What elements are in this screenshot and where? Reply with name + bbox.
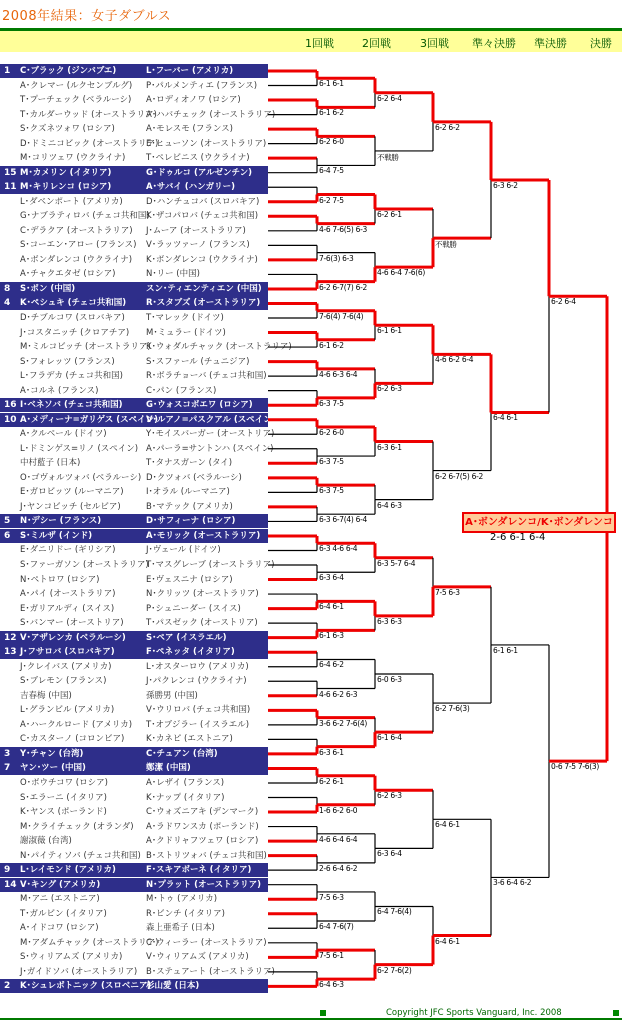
player-2: K･カネピ (エストニア) <box>146 734 233 745</box>
match-score: 7-6(4) 7-6(4) <box>319 311 364 321</box>
player-1: 吉春梅 (中国) <box>20 690 72 701</box>
match-score: 4-6 6-2 6-4 <box>435 355 474 365</box>
player-2: K･ウォダルチャック (オーストラリア) <box>146 342 292 353</box>
player-1: M･アニ (エストニア) <box>20 894 100 905</box>
player-1: S･フォレッツ (フランス) <box>20 356 115 367</box>
player-2: C･チュアン (台湾) <box>146 748 218 759</box>
player-2: C･ウォズニアキ (デンマーク) <box>146 807 259 818</box>
page-title: 2008年結果：女子ダブルス <box>2 9 172 24</box>
match-score: 7-6(3) 6-3 <box>319 253 354 263</box>
player-1: 中村藍子 (日本) <box>20 458 81 469</box>
footer-rule <box>0 1018 622 1020</box>
player-2: S･ペア (イスラエル) <box>146 632 227 643</box>
player-1: N･ペトロワ (ロシア) <box>20 574 100 585</box>
seed-number: 10 <box>4 414 17 425</box>
match-score: 6-1 6-4 <box>377 733 402 743</box>
player-2: 杉山愛 (日本) <box>146 981 200 992</box>
player-2: T･オブジラー (イスラエル) <box>146 719 250 730</box>
match-score: 4-6 6-4 7-6(6) <box>377 268 425 278</box>
match-score: 6-2 7-5 <box>319 195 344 205</box>
match-score: 6-4 7-6(7) <box>319 922 354 931</box>
player-1: A･ボンダレンコ (ウクライナ) <box>20 254 133 265</box>
round-label: 3回戦 <box>420 37 449 50</box>
player-1: J･ヤンコビッチ (セルビア) <box>20 501 121 512</box>
match-score: 6-4 6-1 <box>493 413 518 423</box>
player-1: N･デシー (フランス) <box>20 516 102 527</box>
player-1: A･パイ (オーストラリア) <box>20 589 116 600</box>
player-1: M･クライチェック (オランダ) <box>20 821 134 832</box>
player-1: M･アダムチャック (オーストラリア) <box>20 937 159 948</box>
player-2: A･モレスモ (フランス) <box>146 124 233 135</box>
player-1: V･キング (アメリカ) <box>20 879 101 890</box>
player-2: M･トゥ (アメリカ) <box>146 894 218 905</box>
player-2: K･ボンダレンコ (ウクライナ) <box>146 254 258 265</box>
player-1: E･ガロビッツ (ルーマニア) <box>20 487 124 498</box>
player-1: Y･チャン (台湾) <box>20 748 84 759</box>
match-score: 7-5 6-3 <box>435 587 460 597</box>
player-2: M･ミュラー (ドイツ) <box>146 327 226 338</box>
player-1: T･ガルビン (イタリア) <box>20 908 107 919</box>
seed-number: 8 <box>4 283 11 294</box>
player-1: J･クレイバス (アメリカ) <box>20 661 112 672</box>
player-1: ヤン･ツー (中国) <box>20 763 86 774</box>
footer-square-icon <box>320 1010 326 1016</box>
seed-number: 7 <box>4 763 11 774</box>
player-2: T･マスグレーブ (オーストラリア) <box>146 560 275 571</box>
player-1: L･グランビル (アメリカ) <box>20 705 115 716</box>
player-2: A･ラドワンスカ (ポーランド) <box>146 821 259 832</box>
player-2: V･ウリロバ (チェコ共和国) <box>146 705 251 716</box>
match-score: 不戦勝 <box>435 240 457 250</box>
match-score: 6-3 7-5 <box>319 486 344 496</box>
round-label: 2回戦 <box>362 37 391 50</box>
player-2: 鄭潔 (中国) <box>146 763 191 774</box>
final-score: 2-6 6-1 6-4 <box>490 532 546 543</box>
player-2: T･ペレビニス (ウクライナ) <box>146 153 250 164</box>
seed-number: 14 <box>4 879 17 890</box>
player-1: J･コスタニッチ (クロアチア) <box>20 327 130 338</box>
player-1: M･コリツェワ (ウクライナ) <box>20 153 126 164</box>
player-1: A･イドコワ (ロシア) <box>20 923 99 934</box>
seed-number: 12 <box>4 632 17 643</box>
match-score: 6-2 6-7(7) 6-2 <box>319 282 367 292</box>
player-2: F･スキアボーネ (イタリア) <box>146 865 252 876</box>
seed-number: 5 <box>4 516 11 527</box>
player-2: G･ウォスコボエワ (ロシア) <box>146 400 253 411</box>
match-score: 6-4 6-2 <box>319 660 344 670</box>
player-2: A･ハバチェック (オーストラリア) <box>146 109 276 120</box>
seed-number: 16 <box>4 400 17 411</box>
match-score: 7-5 6-1 <box>319 951 344 961</box>
match-score: 不戦勝 <box>377 152 399 162</box>
player-2: J･パクレンコ (ウクライナ) <box>146 676 247 687</box>
match-score: 6-3 6-3 <box>377 616 402 626</box>
match-score: 6-4 7-5 <box>319 166 344 176</box>
round-label: 準決勝 <box>534 37 567 50</box>
player-2: A･パーラ=サントンハ (スペイン) <box>146 443 274 454</box>
match-score: 6-1 6-2 <box>319 340 344 350</box>
champion-box: A･ボンダレンコ/K･ボンダレンコ <box>462 512 616 533</box>
match-score: 6-4 6-3 <box>319 980 344 990</box>
player-2: A･クドリャフツェワ (ロシア) <box>146 836 259 847</box>
player-2: スン･ティエンティエン (中国) <box>146 283 262 294</box>
player-2: A･ロディオノワ (ロシア) <box>146 95 241 106</box>
player-2: N･リー (中国) <box>146 269 200 280</box>
match-score: 6-2 6-1 <box>377 210 402 220</box>
player-1: S･クズネツォワ (ロシア) <box>20 124 115 135</box>
match-score: 6-2 6-0 <box>319 137 344 147</box>
player-2: R･スタブズ (オーストラリア) <box>146 298 261 309</box>
player-1: M･キリレンコ (ロシア) <box>20 182 112 193</box>
match-score: 6-3 6-4 <box>377 849 402 859</box>
player-1: O･ボウチコワ (ロシア) <box>20 777 108 788</box>
match-score: 3-6 6-2 7-6(4) <box>319 718 367 728</box>
player-1: D･ドミニコビック (オーストラリア) <box>20 138 159 149</box>
player-2: A･モリック (オーストラリア) <box>146 530 261 541</box>
player-2: E･ヴェスニナ (ロシア) <box>146 574 233 585</box>
match-score: 6-2 7-6(3) <box>435 704 470 714</box>
match-score: 2-6 6-4 6-2 <box>319 863 358 873</box>
match-score: 6-2 6-1 <box>319 776 344 786</box>
player-2: S･スファール (チュニジア) <box>146 356 250 367</box>
match-score: 6-3 6-7(4) 6-4 <box>319 515 367 525</box>
seed-number: 2 <box>4 981 11 992</box>
match-score: 6-2 6-2 <box>435 122 460 132</box>
match-score: 0-6 7-5 7-6(3) <box>551 762 599 772</box>
match-score: 6-4 6-1 <box>435 936 460 946</box>
match-score: 6-3 6-1 <box>377 442 402 452</box>
match-score: 6-3 6-1 <box>319 747 344 757</box>
player-1: A･クレマー (ルクセンブルグ) <box>20 80 133 91</box>
player-2: 孫勝男 (中国) <box>146 690 198 701</box>
match-score: 4-6 6-4 6-4 <box>319 834 358 844</box>
player-2: B･ストリツォバ (チェコ共和国) <box>146 850 267 861</box>
player-1: S･ウィリアムズ (アメリカ) <box>20 952 123 963</box>
player-2: I･オラル (ルーマニア) <box>146 487 230 498</box>
player-1: E･ダニリドー (ギリシア) <box>20 545 116 556</box>
seed-number: 6 <box>4 530 11 541</box>
match-score: 4-6 6-2 6-3 <box>319 689 358 699</box>
match-score: 6-2 6-4 <box>377 93 402 103</box>
player-2: J･ヴェール (ドイツ) <box>146 545 221 556</box>
player-1: I･ベネソバ (チェコ共和国) <box>20 400 123 411</box>
player-2: N･クリッツ (オーストラリア) <box>146 589 259 600</box>
seed-number: 3 <box>4 748 11 759</box>
player-2: Y･モイスバーガー (オーストリア) <box>146 429 275 440</box>
player-1: T･カルダーウッド (オーストラリア) <box>20 109 157 120</box>
player-2: J･ムーア (オーストラリア) <box>146 225 246 236</box>
match-score: 1-6 6-2 6-0 <box>319 805 358 815</box>
match-score: 6-2 6-4 <box>551 297 576 307</box>
player-1: N･パイティソバ (チェコ共和国) <box>20 850 141 861</box>
round-label: 決勝 <box>590 37 612 50</box>
player-2: N･プラット (オーストラリア) <box>146 879 261 890</box>
seed-number: 15 <box>4 167 17 178</box>
player-2: C･パン (フランス) <box>146 385 217 396</box>
match-score: 6-4 6-1 <box>319 602 344 612</box>
seed-number: 9 <box>4 865 11 876</box>
player-2: E･ヒューソン (オーストラリア) <box>146 138 267 149</box>
player-1: S･ブレモン (フランス) <box>20 676 107 687</box>
player-1: E･ガリアルディ (スイス) <box>20 603 115 614</box>
match-score: 6-4 7-6(4) <box>377 907 412 917</box>
player-1: L･レイモンド (アメリカ) <box>20 865 116 876</box>
player-1: L･ダベンポート (アメリカ) <box>20 196 123 207</box>
match-score: 6-3 6-4 <box>319 573 344 583</box>
match-score: 6-2 6-3 <box>377 791 402 801</box>
round-label: 準々決勝 <box>472 37 516 50</box>
match-score: 4-6 7-6(5) 6-3 <box>319 224 367 234</box>
player-1: S･ミルザ (インド) <box>20 530 93 541</box>
player-1: 謝淑薇 (台湾) <box>20 836 72 847</box>
player-1: K･ヤンス (ポーランド) <box>20 807 107 818</box>
player-2: K･ナップ (イタリア) <box>146 792 225 803</box>
match-score: 6-2 7-6(2) <box>377 965 412 975</box>
match-score: 4-6 6-3 6-4 <box>319 369 358 379</box>
round-label: 1回戦 <box>305 37 334 50</box>
player-1: C･デラクア (オーストラリア) <box>20 225 133 236</box>
player-1: S･ファーガソン (オーストラリア) <box>20 560 149 571</box>
footer-square-icon <box>613 1010 619 1016</box>
player-1: C･ブラック (ジンバブエ) <box>20 66 117 76</box>
player-2: T･タナスガーン (タイ) <box>146 458 233 469</box>
player-2: K･ザコパロバ (チェコ共和国) <box>146 211 259 222</box>
player-1: A･チャクエタゼ (ロシア) <box>20 269 116 280</box>
seed-number: 4 <box>4 298 11 309</box>
match-score: 6-2 6-7(5) 6-2 <box>435 471 483 481</box>
match-score: 6-1 6-1 <box>319 79 344 89</box>
player-1: C･カスターノ (コロンビア) <box>20 734 125 745</box>
match-score: 6-1 6-2 <box>319 108 344 118</box>
player-2: V･ルアノ=パスクアル (スペイン) <box>146 414 276 425</box>
match-score: 6-4 6-1 <box>435 820 460 830</box>
player-2: D･サフィーナ (ロシア) <box>146 516 236 527</box>
match-score: 6-3 5-7 6-4 <box>377 558 416 568</box>
player-1: S･バンマー (オーストリア) <box>20 618 124 629</box>
player-1: K･シュレボトニック (スロベニア) <box>20 981 152 992</box>
match-score: 6-1 6-3 <box>319 631 344 641</box>
player-2: T･マレック (ドイツ) <box>146 313 224 323</box>
player-1: S･コーエン･アロー (フランス) <box>20 240 137 251</box>
player-2: P･シュニーダー (スイス) <box>146 603 241 614</box>
player-1: M･ミルコビッチ (オーストラリア) <box>20 342 151 353</box>
player-2: 森上亜希子 (日本) <box>146 923 215 934</box>
player-1: K･ペシュキ (チェコ共和国) <box>20 298 127 309</box>
player-1: G･ナブラティロバ (チェコ共和国) <box>20 211 150 222</box>
player-1: T･プーチェック (ベラルーシ) <box>20 95 132 106</box>
match-score: 6-1 6-1 <box>377 326 402 336</box>
player-2: F･ペネッタ (イタリア) <box>146 647 235 658</box>
player-1: A･コルネ (フランス) <box>20 385 99 396</box>
player-1: A･メディーナ=ガリゲス (スペイン) <box>20 414 158 425</box>
player-1: L･フラデカ (チェコ共和国) <box>20 371 123 382</box>
match-score: 3-6 6-4 6-2 <box>493 878 532 888</box>
player-2: P･パルメンティエ (フランス) <box>146 80 258 91</box>
match-score: 6-3 7-5 <box>319 457 344 467</box>
match-score: 6-3 7-5 <box>319 398 344 408</box>
seed-number: 1 <box>4 66 11 76</box>
match-score: 6-3 4-6 6-4 <box>319 544 358 554</box>
player-1: L･ドミンゲス=リノ (スペイン) <box>20 443 139 454</box>
match-score: 6-2 6-3 <box>377 384 402 394</box>
seed-number: 13 <box>4 647 17 658</box>
player-2: V･ウィリアムズ (アメリカ) <box>146 952 249 963</box>
player-1: A･クルベール (ドイツ) <box>20 429 107 440</box>
player-2: A･レザイ (フランス) <box>146 777 225 788</box>
player-1: O･ゴヴォルツォバ (ベラルーシ) <box>20 472 142 483</box>
player-2: B･マテック (アメリカ) <box>146 501 233 512</box>
match-score: 6-3 6-2 <box>493 180 518 190</box>
player-2: D･ハンチュコバ (スロバキア) <box>146 196 260 207</box>
player-2: R･ビンチ (イタリア) <box>146 908 225 919</box>
player-1: J･ガイドソバ (オーストラリア) <box>20 966 138 977</box>
match-score: 6-4 6-3 <box>377 500 402 510</box>
player-2: V･ラッツァーノ (フランス) <box>146 240 250 251</box>
player-2: G･ドゥルコ (アルゼンチン) <box>146 167 252 178</box>
player-2: R･ボラチョーバ (チェコ共和国) <box>146 371 267 382</box>
seed-number: 11 <box>4 182 17 193</box>
player-2: T･パスゼック (オーストリア) <box>146 618 258 629</box>
match-score: 6-2 6-0 <box>319 427 344 437</box>
player-1: V･アザレンカ (ベラルーシ) <box>20 632 126 643</box>
player-1: S･ポン (中国) <box>20 283 76 294</box>
player-1: M･カメリン (イタリア) <box>20 167 112 178</box>
player-2: C･ウィーラー (オーストラリア) <box>146 937 267 948</box>
player-1: S･エラーニ (イタリア) <box>20 792 107 803</box>
match-score: 6-1 6-1 <box>493 645 518 655</box>
match-score: 7-5 6-3 <box>319 892 344 902</box>
player-2: D･クツォバ (ベラルーシ) <box>146 472 242 483</box>
player-1: A･ハークルロード (アメリカ) <box>20 719 133 730</box>
player-2: A･サバイ (ハンガリー) <box>146 182 236 193</box>
copyright: Copyright JFC Sports Vanguard, Inc. 2008 <box>386 1008 562 1018</box>
player-2: B･ステュアート (オーストラリア) <box>146 966 275 977</box>
player-1: J･フサロバ (スロバキア) <box>20 647 115 658</box>
player-2: L･フーバー (アメリカ) <box>146 66 234 76</box>
match-score: 6-0 6-3 <box>377 674 402 684</box>
player-2: L･オスターロウ (アメリカ) <box>146 661 249 672</box>
player-1: D･チブルコワ (スロバキア) <box>20 313 125 323</box>
